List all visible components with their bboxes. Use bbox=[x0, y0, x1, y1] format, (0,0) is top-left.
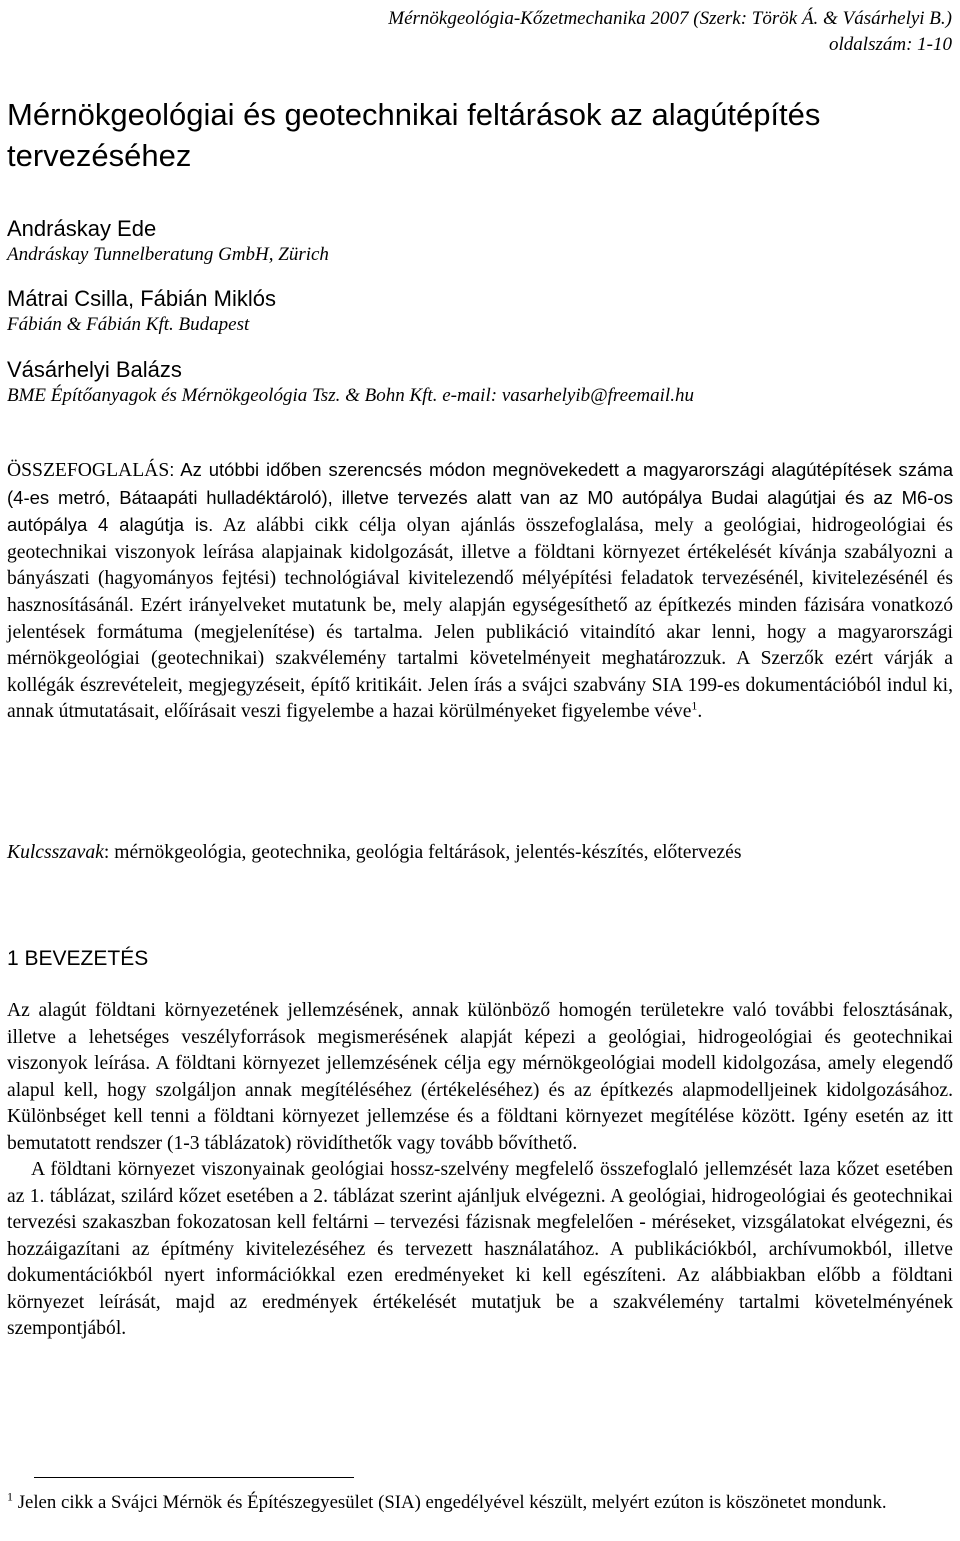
paper-title: Mérnökgeológiai és geotechnikai feltárások az alagútépítés tervezéséhez bbox=[7, 97, 821, 173]
footnote-divider bbox=[34, 1477, 354, 1478]
keywords-text: : mérnökgeológia, geotechnika, geológia feltárások, jelentés-készítés, előtervezés bbox=[103, 842, 742, 863]
abstract bbox=[7, 457, 953, 726]
author-name: Mátrai Csilla, Fábián Miklós bbox=[7, 286, 276, 311]
author-affiliation-text: BME Építőanyagok és Mérnökgeológia Tsz. & Bohn Kft. e-mail: vasarhelyib@freemail.hu bbox=[7, 385, 694, 406]
author-block bbox=[7, 216, 947, 286]
keywords bbox=[7, 840, 953, 866]
author-affiliation bbox=[7, 383, 947, 409]
author-name: Andráskay Ede bbox=[7, 216, 157, 241]
footnote-number: 1 bbox=[7, 1489, 13, 1504]
footnote bbox=[7, 1490, 953, 1516]
abstract-label: ÖSSZEFOGLALÁS bbox=[7, 460, 170, 481]
body-paragraph: Az alagút földtani környezetének jellemzésének, annak különböző homogén területekre való további felosztásának, illetve a lehetséges veszélyforrások megismerésének alapját képezi a geológiai, hidrogeológiai és geotechnikai viszonyok leírása. A földtani környezet jellemzésének célja egy mérnökgeológiai modell kidolgozása, amely elegendő alapul kell, hogy szolgáljon annak megítéléséhez (értékeléséhez) és az építkezés alapmodelljeinek kidolgozásához. Különbséget kell tenni a földtani környezet jellemzése és a földtani környezet megítélése között. Igény esetén az itt bemutatott rendszer (1-3 táblázatok) rövidíthetők vagy tovább bővíthető. bbox=[7, 1000, 953, 1154]
abstract-text: Az alábbi cikk célja olyan ajánlás összefoglalása, mely a geológiai, hidrogeológiai és geotechnikai viszonyok leírása alapjainak kidolgozását, illetve a földtani környezet értékelését kívánja szabályozni a bányászati (hagyományos fejtési) technológiával kivitelezendő mélyépítési feladatok tervezésénél, kivitelezésénél és hasznosításánál. Ezért irányelveket mutatunk be, mely alapján egységesíthető az építkezés minden fázisára vonatkozó jelentések formátuma (megjelenítése) és tartalma. Jelen publikáció vitaindító akar lenni, hogy a magyarországi mérnökgeológiai (geotechnikai) szakvélemény tartalmi követelményeit meghatározzuk. A Szerzők ezért várják a kollégák észrevételeit, megjegyzéseit, építő kritikáit. Jelen írás a svájci szabvány SIA 199-es dokumentációból indul ki, annak útmutatásait, előírásait veszi figyelembe a hazai körülményeket figyelembe véve bbox=[7, 515, 954, 723]
author-block bbox=[7, 286, 947, 357]
section-heading: 1 BEVEZETÉS bbox=[7, 947, 149, 970]
running-head bbox=[252, 6, 952, 58]
abstract-sans-text: : Az utóbbi időben szerencsés módon megnövekedett a magyarországi alagútépítések száma (4-es metró, Bátaapáti hulladéktároló), illetve tervezés alatt van az M0 autópálya Budai alagútjai és az M6-os autópálya 4 alagútja is. bbox=[7, 459, 953, 536]
running-head-pages: oldalszám: 1-10 bbox=[829, 34, 952, 55]
footnote-ref[interactable]: 1 bbox=[691, 698, 698, 713]
author-affiliation: Fábián & Fábián Kft. Budapest bbox=[7, 314, 250, 335]
body-paragraph: A földtani környezet viszonyainak geológiai hossz-szelvény megfelelő összefoglaló jellemzését laza kőzet esetében az 1. táblázat, szilárd kőzet esetében a 2. táblázat szerint ajánljuk elvégezni. A geológiai, hidrogeológiai és geotechnikai tervezési szakaszban fokozatosan kell feltárni – tervezési fázisnak megfelelően - méréseket, vizsgálatokat elvégezni, és hozzáigazítani az építmény kivitelezéséhez és tervezett használatához. A publikációkból, archívumokból, illetve dokumentációkból nyert információkkal ezen eredményeket ki kell egészíteni. Az alábbiakban előbb a földtani környezet leírását, majd az eredmények értékelését mutatjuk be a szakvélemény tartalmi követelményének szempontjából. bbox=[7, 1159, 953, 1339]
author-block bbox=[7, 357, 947, 428]
author-name: Vásárhelyi Balázs bbox=[7, 357, 182, 382]
author-affiliation: Andráskay Tunnelberatung GmbH, Zürich bbox=[7, 244, 329, 265]
running-head-journal: Mérnökgeológia-Kőzetmechanika 2007 (Szerk: Török Á. & Vásárhelyi B.) bbox=[388, 8, 952, 29]
author-list bbox=[7, 216, 947, 428]
section-body bbox=[7, 998, 953, 1343]
abstract-end: . bbox=[697, 701, 703, 723]
footnote-text: Jelen cikk a Svájci Mérnök és Építészegyesület (SIA) engedélyével készült, melyért ezúton is köszönetet mondunk. bbox=[13, 1492, 887, 1513]
keywords-label: Kulcsszavak bbox=[7, 842, 104, 863]
